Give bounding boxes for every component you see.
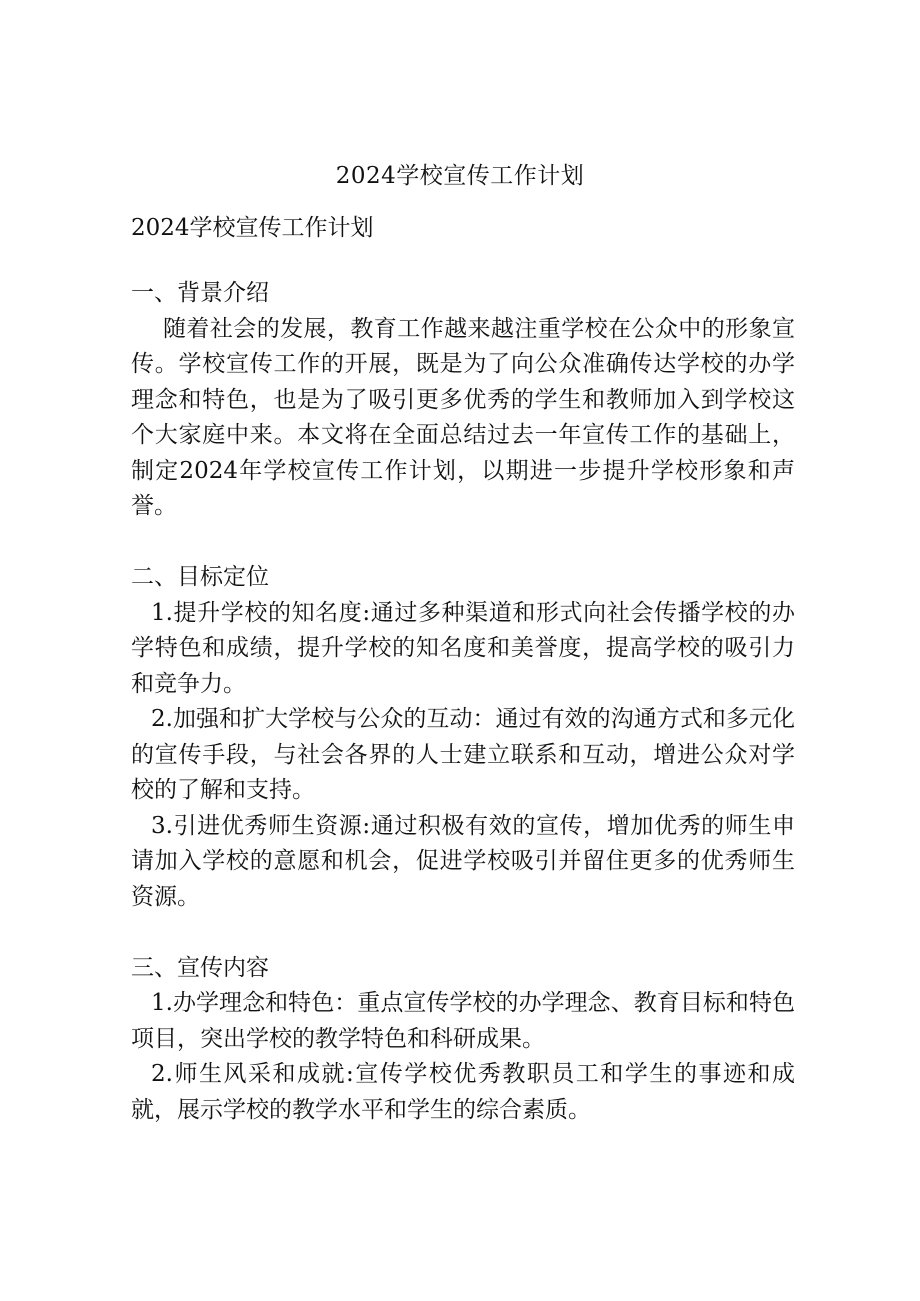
section-gap bbox=[131, 525, 795, 561]
document-subtitle: 2024学校宣传工作计划 bbox=[131, 215, 374, 241]
section-gap bbox=[131, 915, 795, 951]
list-item-content-2: 2.师生风采和成就:宣传学校优秀教职员工和学生的事迹和成就，展示学校的教学水平和学生的综合素质。 bbox=[131, 1061, 795, 1123]
list-item-goal-3: 3.引进优秀师生资源:通过积极有效的宣传，增加优秀的师生申请加入学校的意愿和机会，促进学校吸引并留住更多的优秀师生资源。 bbox=[131, 812, 795, 910]
paragraph-background: 随着社会的发展，教育工作越来越注重学校在公众中的形象宣传。学校宣传工作的开展，既是为了向公众准确传达学校的办学理念和特色，也是为了吸引更多优秀的学生和教师加入到学校这个大家庭中来。本文将在全面总结过去一年宣传工作的基础上，制定2024年学校宣传工作计划，以期进一步提升学校形象和声誉。 bbox=[131, 315, 795, 519]
page-title: 2024学校宣传工作计划 bbox=[335, 163, 585, 189]
list-item-goal-2: 2.加强和扩大学校与公众的互动：通过有效的沟通方式和多元化的宣传手段，与社会各界的人士建立联系和互动，增进公众对学校的了解和支持。 bbox=[131, 706, 795, 803]
section-heading-background: 一、背景介绍 bbox=[131, 280, 269, 306]
list-item-goal-1: 1.提升学校的知名度:通过多种渠道和形式向社会传播学校的办学特色和成绩，提升学校的知名度和美誉度，提高学校的吸引力和竞争力。 bbox=[131, 599, 795, 697]
section-heading-content: 三、宣传内容 bbox=[131, 954, 269, 981]
list-item-content-1: 1.办学理念和特色：重点宣传学校的办学理念、教育目标和特色项目，突出学校的教学特色和科研成果。 bbox=[131, 990, 795, 1052]
document-body bbox=[131, 276, 795, 1128]
section-heading-goals: 二、目标定位 bbox=[131, 564, 269, 590]
